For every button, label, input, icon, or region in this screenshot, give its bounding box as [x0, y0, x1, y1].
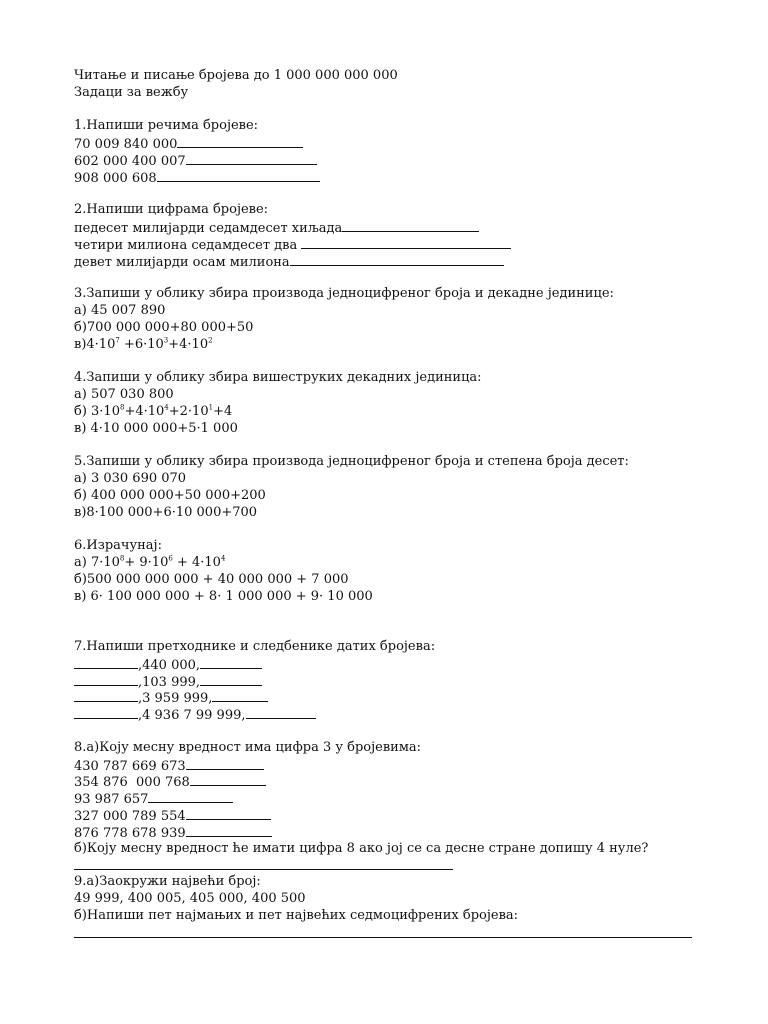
predecessor-blank[interactable]	[74, 706, 138, 719]
successor-blank[interactable]	[212, 689, 268, 702]
page-title: Читање и писање бројева до 1 000 000 000 000	[74, 68, 398, 83]
task4-a: а) 507 030 800	[74, 387, 174, 403]
successor-blank[interactable]	[200, 673, 262, 686]
answer-blank[interactable]	[186, 152, 317, 165]
predecessor-blank[interactable]	[74, 689, 138, 702]
task5-a: а) 3 030 690 070	[74, 471, 187, 487]
task1-item: 602 000 400 007	[74, 152, 714, 169]
answer-blank[interactable]	[190, 773, 266, 786]
task6-a: а) $7\cdot 10^8+ 9\cdot 10^6 + 4\cdot 10^4$	[74, 554, 226, 571]
task5-c: в)8·100 000+6·10 000+700	[74, 504, 258, 520]
task5-heading: 5.Запиши у облику збира производа једноцифреног броја и степена броја десет:	[74, 454, 629, 470]
answer-blank[interactable]	[186, 757, 264, 770]
task5-b: б) 400 000 000+50 000+200	[74, 487, 266, 503]
task7-item: ,440 000,	[74, 656, 714, 673]
task2-item: педесет милијарди седамдесет хиљада	[74, 219, 714, 236]
task9-answer-line	[74, 925, 714, 942]
predecessor-blank[interactable]	[74, 656, 138, 669]
task8-item: 876 778 678 939	[74, 824, 714, 841]
task8-item: 93 987 657	[74, 790, 714, 807]
task6-b: б)500 000 000 000 + 40 000 000 + 7 000	[74, 571, 349, 587]
task2-item: четири милиона седамдесет два	[74, 236, 714, 253]
task8-part-b: б)Коју месну вредност ће имати цифра 8 ако јој се са десне стране допишу 4 нуле?	[74, 840, 649, 856]
task4-c: в) 4·10 000 000+5·1 000	[74, 420, 238, 436]
answer-blank[interactable]	[186, 807, 271, 820]
task9-part-b: б)Напиши пет најмањих и пет највећих седмоцифрених бројева:	[74, 907, 519, 923]
task3-b: б)700 000 000+80 000+50	[74, 319, 254, 335]
task4-b: б) $3\cdot 10^8+4\cdot 10^4+2\cdot 10^1+4$	[74, 403, 233, 419]
task8-heading: 8.а)Коју месну вредност има цифра 3 у бројевима:	[74, 739, 422, 755]
task8-item: 430 787 669 673	[74, 757, 714, 774]
successor-blank[interactable]	[200, 656, 262, 669]
answer-blank[interactable]	[290, 253, 504, 266]
task8-answer-line	[74, 857, 714, 874]
task9-numbers: 49 999, 400 005, 405 000, 400 500	[74, 891, 306, 907]
answer-blank[interactable]	[342, 219, 479, 232]
answer-blank[interactable]	[148, 790, 233, 803]
answer-blank[interactable]	[177, 135, 303, 148]
task8-item: 354 876 000 768	[74, 773, 714, 790]
task7-heading: 7.Напиши претходнике и следбенике датих бројева:	[74, 639, 436, 655]
task8-item: 327 000 789 554	[74, 807, 714, 824]
task7-item: ,4 936 7 99 999,	[74, 706, 714, 723]
successor-blank[interactable]	[246, 706, 316, 719]
task9-heading: 9.а)Заокружи највећи број:	[74, 874, 261, 890]
predecessor-blank[interactable]	[74, 673, 138, 686]
answer-blank[interactable]	[74, 925, 692, 938]
answer-blank[interactable]	[74, 857, 453, 870]
task7-item: ,3 959 999,	[74, 689, 714, 706]
task2-item: девет милијарди осам милиона	[74, 253, 714, 270]
worksheet	[74, 68, 714, 941]
task6-c: в) 6· 100 000 000 + 8· 1 000 000 + 9· 10 000	[74, 588, 373, 604]
answer-blank[interactable]	[186, 824, 272, 837]
task7-item: ,103 999,	[74, 673, 714, 690]
answer-blank[interactable]	[157, 169, 320, 182]
task3-c: $в)4\cdot 10^7 +6\cdot 10^3+4\cdot 10^2$	[74, 336, 213, 352]
task1-item: 908 000 608	[74, 169, 714, 186]
task2-heading: 2.Напиши цифрама бројеве:	[74, 202, 269, 218]
page-subtitle: Задаци за вежбу	[74, 84, 189, 100]
task4-heading: 4.Запиши у облику збира вишеструких декадних јединица:	[74, 370, 482, 386]
task3-heading: 3.Запиши у облику збира производа једноцифреног броја и декадне јединице:	[74, 286, 614, 302]
task1-heading: 1.Напиши речима бројеве:	[74, 118, 259, 134]
task1-item: 70 009 840 000	[74, 135, 714, 152]
task3-a: а) 45 007 890	[74, 303, 166, 319]
answer-blank[interactable]	[301, 236, 511, 249]
task6-heading: 6.Израчунај:	[74, 538, 162, 554]
